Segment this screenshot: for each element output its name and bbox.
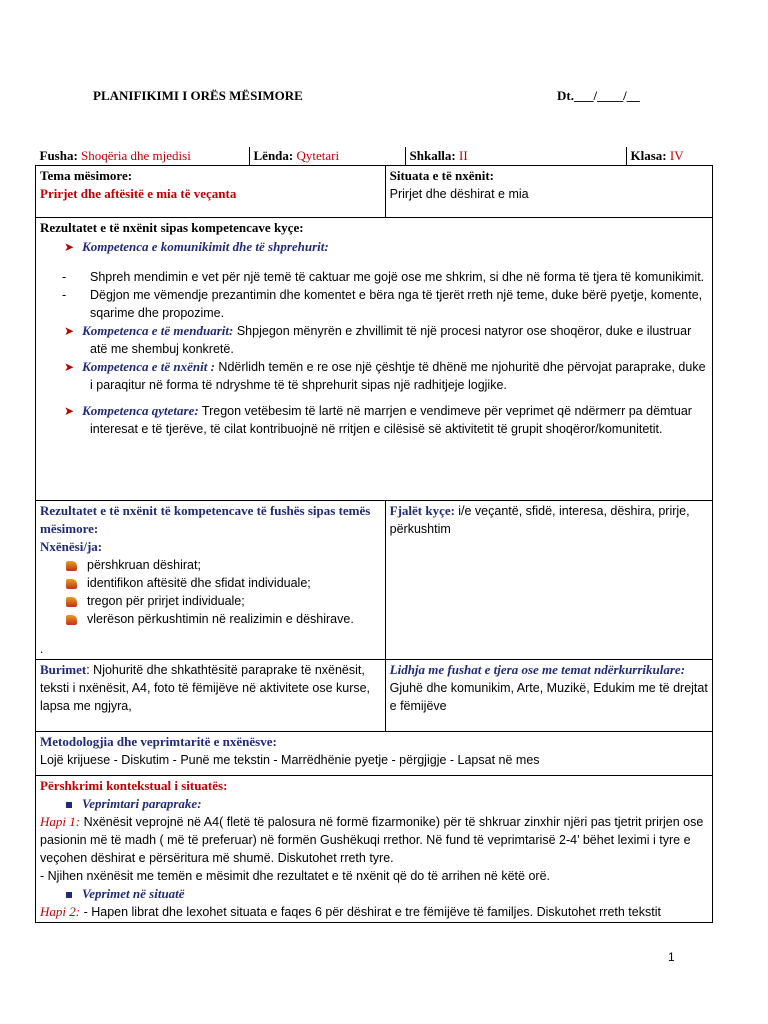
square-bullet-icon [66,892,72,898]
fjalet-cell: Fjalët kyçe: i/e veçantë, sfidë, interesa, dëshira, prirje, përkushtim [385,501,712,660]
pointing-hand-icon [66,597,77,607]
shkalla-cell: Shkalla: II [406,147,627,165]
pointing-hand-icon [66,579,77,589]
metodologjia-cell: Metodologjia dhe veprimtaritë e nxënësve: Lojë krijuese - Diskutim - Punë me tekstin - Marrëdhënie pyetje - përgjigje - Lapsat në mes [36,732,713,776]
arrow-bullet-icon: ➤ [64,360,75,374]
page-number: 1 [668,950,675,964]
k1-item: - Dëgjon me vëmendje prezantimin dhe komentet e bëra nga të tjerët rreth një teme, duke bërë pyetje, komente, sqarime dhe propozime. [62,288,703,320]
pointing-hand-icon [66,561,77,571]
arrow-bullet-icon: ➤ [64,324,75,338]
lenda-cell: Lënda: Qytetari [250,147,406,165]
fusha-cell: Fusha: Shoqëria dhe mjedisi [36,147,250,165]
burimet-cell: Burimet: Njohuritë dhe shkathtësitë paraprake të nxënësit, teksti i nxënësit, A4, foto të fëmijëve në aktivitete ose kurse, lapsa me ngjyra, [36,660,386,732]
arrow-bullet-icon: ➤ [64,240,75,254]
lesson-plan-table [35,147,713,923]
arrow-bullet-icon: ➤ [64,404,75,418]
k1-item: - Shpreh mendimin e vet për një temë të caktuar me gojë ose me shkrim, si dhe në forma të tjera të komunikimit. [62,270,705,284]
lidhja-cell: Lidhja me fushat e tjera ose me temat ndërkurrikulare: Gjuhë dhe komunikim, Arte, Muzikë, Edukim me të drejtat e fëmijëve [385,660,712,732]
tema-cell: Tema mësimore: Prirjet dhe aftësitë e mia të veçanta [36,166,386,218]
date-field: Dt.___/____/__ [557,88,640,103]
pershkrimi-cell: Përshkrimi kontekstual i situatës: Veprimtari paraprake: Hapi 1: Nxënësit veprojnë në A4( fletë të palosura në formë fizarmonike) për të shkruar zinxhir njëri pas tjetrit prirjen ose pasionin më të madh ( më të preferuar) në formën Gushëkuqi rrethor. Në fund të veprimtarisë 2-4’ bëhet leximi i tyre e veçohen dëshirat e përsëritura më shumë. Diskutohet rreth tyre. - Njihen nxënësit me temën e mësimit dhe rezultatet e të nxënit që do të arrihen në këtë orë. Veprimet në situatë Hapi 2: - Hapen librat dhe lexohet situata e faqes 6 për dëshirat e tre fëmijëve të familjes. Diskutohet rreth tekstit [36,776,713,923]
situata-cell: Situata e të nxënit: Prirjet dhe dëshirat e mia [385,166,712,218]
pointing-hand-icon [66,615,77,625]
rezultatet-cell: Rezultatet e të nxënit të kompetencave të fushës sipas temës mësimore: Nxënësi/ja: përshkruan dëshirat; identifikon aftësitë dhe sfidat individuale; tregon për prirjet individuale; vlerëson përkushtimin në realizimin e dëshirave. . [36,501,386,660]
klasa-cell: Klasa: IV [630,148,684,163]
square-bullet-icon [66,802,72,808]
kompetencat-cell: Rezultatet e të nxënit sipas kompetencave kyçe: ➤ Kompetenca e komunikimit dhe të shprehurit: - Shpreh mendimin e vet për një temë të caktuar me gojë ose me shkrim, si dhe në forma të tjera të komunikimit. - Dëgjon me vëmendje prezantimin dhe komentet e bëra nga të tjerët rreth një teme, duke bërë pyetje, komente, sqarime dhe propozime. ➤ Kompetenca e të menduarit: Shpjegon mënyrën e zhvillimit të një procesi natyror ose shoqëror, duke e ilustruar atë me shembuj konkretë. ➤ Kompetenca e të nxënit : Ndërlidh temën e re ose një çështje të dhënë me njohuritë dhe përvojat paraprake, duke i paraqitur në forma të ndryshme të të shprehurit sipas një radhitjeje logjike. ➤ Kompetenca qytetare: Tregon vetëbesim të lartë në marrjen e vendimeve për veprimet që ndërmerr pa dëmtuar interesat e të tjerëve, të cilat kontribuojnë në rritjen e cilësisë së aktivitetit të grupit shoqëror/komunitetit. [36,218,713,501]
page-title: PLANIFIKIMI I ORËS MËSIMORE [93,88,303,103]
